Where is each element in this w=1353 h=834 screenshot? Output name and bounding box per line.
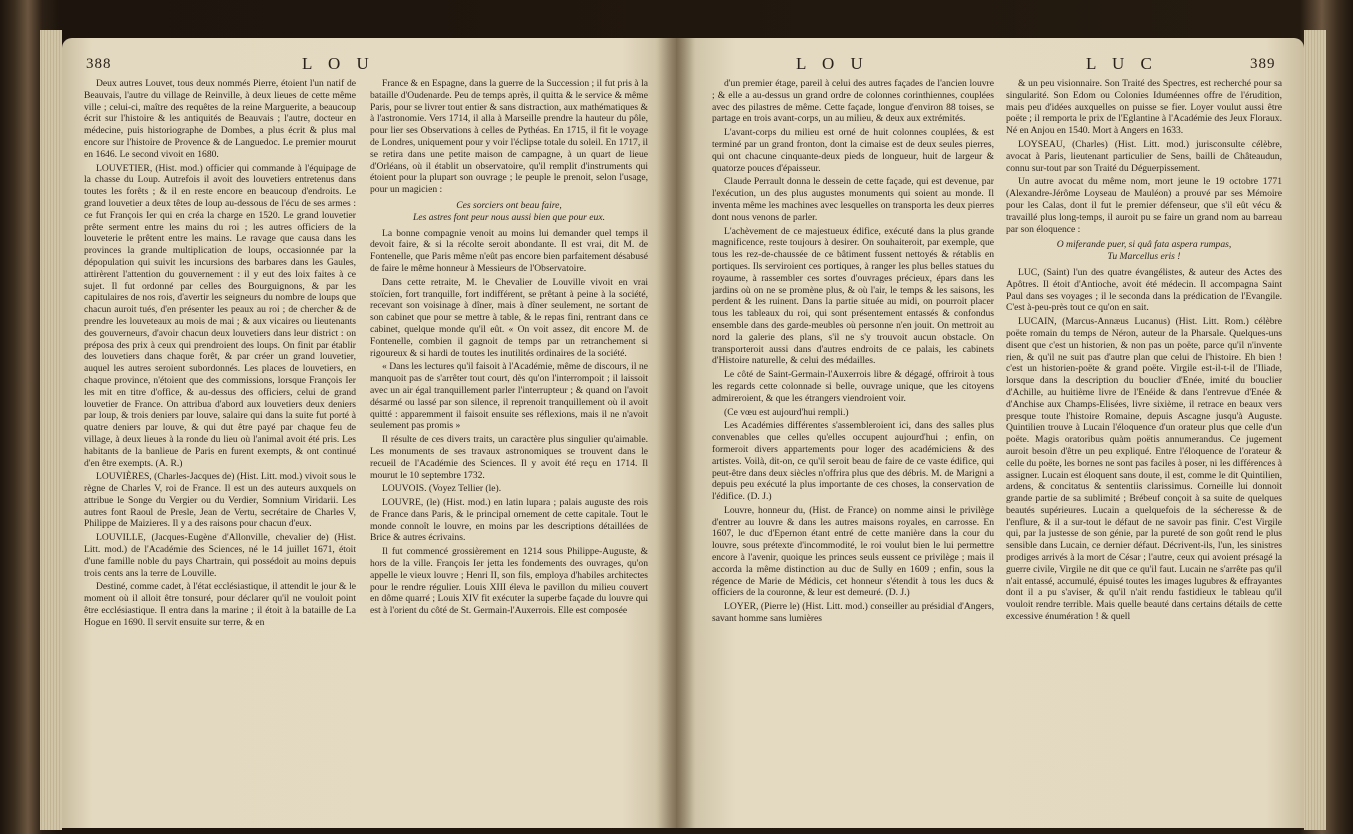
paragraph: LOUVRE, (le) (Hist. mod.) en latin lupara ; palais auguste des rois de France dans Paris, & le principal ornement de cette capitale. Tout le monde connoît le louvre, en moins par les descriptions détaillées de Brice & autres écrivains. bbox=[370, 497, 648, 544]
running-head: L O U bbox=[302, 54, 375, 73]
right-page-header bbox=[676, 52, 1304, 76]
paragraph: France & en Espagne, dans la guerre de la Succession ; il fut pris à la bataille d'Oudenarde. Peu de temps après, il quitta & le service & même Paris, pour se livrer tout entier & sans distraction, aux mathématiques & à l'astronomie. Vers 1714, il alla à Marseille prendre la hauteur du pôle, pour lier ses Observations à celles de Pythéas. En 1715, il fit le voyage de Londres, uniquement pour y voir l'éclipse totale du soleil. En 1717, il se retira dans une petite maison de campagne, à un quart de lieue d'Orléans, où il établit un observatoire, qu'il remplit d'instruments qui étoient pour la plupart son ouvrage ; le peuple le prenoit, selon l'usage, pour un magicien : bbox=[370, 78, 648, 196]
paragraph: O miferande puer, si quâ fata aspera rumpas, Tu Marcellus eris ! bbox=[1056, 239, 1232, 263]
page-number: 389 bbox=[1250, 56, 1276, 72]
paragraph: Le côté de Saint-Germain-l'Auxerrois libre & dégagé, offriroit à tous les regards cette colonnade si belle, ouvrage unique, que les citoyens admireroient, & que les étrangers viendroient voir. bbox=[712, 369, 994, 404]
paragraph: LUC, (Saint) l'un des quatre évangélistes, & auteur des Actes des Apôtres. Il étoit d'Antioche, avoit été médecin. Il accompagna Saint Paul dans ses voyages ; il le seconda dans la prédication de l'Evangile. C'est à-peu-près tout ce qu'on en sait. bbox=[1006, 266, 1282, 314]
left-page-header bbox=[62, 52, 676, 76]
page-edges-left bbox=[40, 30, 62, 830]
page-edges-right bbox=[1304, 30, 1326, 830]
paragraph: Dans cette retraite, M. le Chevalier de Louville vivoit en vrai stoïcien, fort tranquille, fort indifférent, se prêtant à peine à la société, recevant son voisinage à dîner, mais à dîner seulement, ne sortant de son cabinet que pour se mettre à table, & le repas fini, rentrant dans ce cabinet, quelque monde qu'il eût. « On voit assez, dit encore M. de Fontenelle, combien il gagnoit de temps par un retranchement si rigoureux & si hardi de toutes les inutilités ordinaires de la société. bbox=[370, 276, 648, 359]
paragraph: LOUVILLE, (Jacques-Eugène d'Allonville, chevalier de) (Hist. Litt. mod.) de l'Académie des Sciences, né le 14 juillet 1671, étoit d'une famille noble du pays Chartrain, qui possédoit au moins depuis trois cents ans la terre de Louville. bbox=[84, 532, 356, 579]
paragraph: LOYER, (Pierre le) (Hist. Litt. mod.) conseiller au présidial d'Angers, savant homme sans lumières bbox=[712, 601, 994, 625]
paragraph: LOYSEAU, (Charles) (Hist. Litt. mod.) jurisconsulte célèbre, avocat à Paris, lieutenant particulier de Sens, bailli de Châteaudun, connu sur-tout par son Traité du Déguerpissement. bbox=[1006, 138, 1282, 174]
paragraph: Un autre avocat du même nom, mort jeune le 19 octobre 1771 (Alexandre-Jérôme Loyseau de Mauléon) a prouvé par ses Mémoire pour les Calas, dont il fut le premier défenseur, que s'il eût vécu & travaillé plus long-temps, il auroit pu se faire un grand nom au barreau par son éloquence : bbox=[1006, 176, 1282, 235]
paragraph: « Dans les lectures qu'il faisoit à l'Académie, même de discours, il ne manquoit pas de s'arrêter tout court, dès qu'on l'interrompoit ; il laissoit avec un air égal tranquillement parler l'interrupteur ; & quand on l'avoit désarmé ou lassé par son silence, il reprenoit tranquillement où il avoit quitté : apparemment il faisoit ensuite ses réflexions, mais il ne n'avoit seulement pas promis » bbox=[370, 361, 648, 432]
paragraph: L'achèvement de ce majestueux édifice, exécuté dans la plus grande magnificence, reste toujours à desirer. On souhaiteroit, par exemple, que tous les rez-de-chaussée de ce bâtiment fussent nettoyés & rétablis en portiques. Ils serviroient ces portiques, à ranger les plus belles statues du royaume, à rassembler ces sortes d'ouvrages précieux, épars dans les jardins où on ne se promène plus, & où l'air, le temps & les saisons, les perdent & les ruinent. Dans la partie située au midi, on pourroit placer tous les tableaux du roi, qui sont présentement entassés & confondus ensemble dans des garde-meubles où personne n'en jouit. On mettroit au nord la galerie des plans, s'il ne s'y trouvoit aucun obstacle. On transporteroit aussi dans d'autres endroits de ce palais, les cabinets d'Histoire naturelle, & celui des médailles. bbox=[712, 225, 994, 367]
paragraph: LUCAIN, (Marcus-Annæus Lucanus) (Hist. Litt. Rom.) célèbre poëte romain du temps de Néron, auteur de la Pharsale. Quelques-uns disent que c'est un historien, & non pas un poëte, parce qu'il n'invente rien, & qu'il ne suit pas d'autre plan que celui de l'histoire. Eh bien ! c'est un historien-poëte & grand poëte. Virgile est-il-t-il de l'Iliade, lorsque dans la description du bouclier d'Enée, imité du bouclier d'Achille, au huitième livre de l'Enéide & dans l'entrevue d'Enée & d'Anchise aux Champs-Elisées, livre sixième, il retrace en beaux vers presque toute l'histoire Romaine, depuis Ascagne jusqu'à Auguste. Quintilien trouve à Lucain l'éloquence d'un orateur plus que celle d'un poëte. Magis oratoribus quàm poëtis annumerandus. Ce jugement auroit besoin d'être un peu expliqué. Entre l'éloquence de l'orateur & celle du poëte, les bornes ne sont pas faciles à poser, ni les différences à assigner. Lucain est éloquent sans doute, il est, comme le dit Quintilien, ardens, & concitatus & sententiis clarissimus. Corneille lui donnoit grande partie de sa sublimité ; Brébeuf conçoit à sa suite de quelques beautés supérieures. Lucain a quelquefois de la sécheresse & de l'enflure, & il a sur-tout le défaut de ne savoir pas finir. C'est Virgile qui, par la justesse de son génie, par la pureté de son goût rend le plus sensible dans Lucain, ce dernier défaut. Décrivent-ils, l'un, les sinistres prodiges arrivés à la mort de César ; l'autre, ceux qui avoient présagé la guerre civile, Virgile ne dit que ce qu'il faut. Lucain ne s'arrête pas qu'il n'ait entassé, accumulé, épuisé toutes les images lugubres & effrayantes dont il a pu s'aviser, & qu'il n'ait rendu fastidieux le tableau qu'il vouloit rendre terrible. Mais quelle beauté dans certains détails de cette excessive énumération ! & quell bbox=[1006, 316, 1282, 623]
text-column-2 bbox=[370, 78, 648, 822]
paragraph: Ces sorciers ont beau faire, Les astres font peur nous aussi bien que pour eux. bbox=[412, 199, 606, 223]
paragraph: LOUVIÈRES, (Charles-Jacques de) (Hist. Litt. mod.) vivoit sous le règne de Charles V, roi de France. Il est un des auteurs auxquels on attribue le Songe du Vergier ou du Verdier, Somnium Viridarii. Les autres font Raoul de Presle, Jean de Vertu, secrétaire de Charles V, Philippe de Maizieres. Il y a des raisons pour chacun d'eux. bbox=[84, 471, 356, 530]
running-head-left: L O U bbox=[796, 54, 869, 73]
paragraph: d'un premier étage, pareil à celui des autres façades de l'ancien louvre ; & elle a au-dessus un grand ordre de colonnes corinthiennes, couplées avec des pilastres de même. Cette façade, longue d'environ 88 toises, se partage en trois avant-corps, un au milieu, & deux aux extrémités. bbox=[712, 78, 994, 125]
paragraph: Louvre, honneur du, (Hist. de France) on nomme ainsi le privilège d'entrer au louvre & dans les autres maisons royales, en carrosse. En 1607, le duc d'Epernon étant entré de cette manière dans la cour du louvre, sous prétexte d'incommodité, le roi voulut bien le lui permettre encore à l'avenir, quoique les princes seuls eussent ce privilège ; mais il accorda la même distinction au duc de Sully en 1609 ; enfin, sous la régence de Marie de Médicis, cet honneur s'étendit à tous les ducs & officiers de la couronne, & leur est demeuré. (D. J.) bbox=[712, 504, 994, 599]
running-head-right: L U C bbox=[1086, 54, 1158, 73]
paragraph: L'avant-corps du milieu est orné de huit colonnes couplées, & est terminé par un grand fronton, dont la cimaise est de deux seules pierres, qui ont chacune cinquante-deux pieds de longueur, huit de largeur & quatorze pouces d'épaisseur. bbox=[712, 127, 994, 174]
paragraph: Il fut commencé grossièrement en 1214 sous Philippe-Auguste, & hors de la ville. François Ier jetta les fondements des ouvrages, qu'on appelle le vieux louvre ; Henri II, son fils, employa d'habiles architectes pour le rendre régulier. Louis XIII éleva le pavillon du milieu couvert en dôme quarré ; Louis XIV fit exécuter la superbe façade du louvre qui est à l'orient du côté de St. Germain-l'Auxerrois. Elle est composée bbox=[370, 546, 648, 617]
left-page bbox=[62, 38, 676, 828]
paragraph: Il résulte de ces divers traits, un caractère plus singulier qu'aimable. Les monuments de ses travaux astronomiques se trouvent dans le recueil de l'Académie des Sciences. Il y avoit été reçu en 1714. Il mourut le 10 septembre 1732. bbox=[370, 434, 648, 481]
text-column-1 bbox=[84, 78, 356, 822]
paragraph: & un peu visionnaire. Son Traité des Spectres, est recherché pour sa singularité. Son Edom ou Colonies Iduméennes offre de l'érudition, mais peu d'idées auxquelles on puisse se fier. Loyer voulut aussi être poëte ; il remporta le prix de l'Eglantine à l'Académie des Jeux Floraux. Né en Anjou en 1540. Mort à Angers en 1633. bbox=[1006, 78, 1282, 137]
page-number: 388 bbox=[86, 56, 112, 72]
paragraph: LOUVOIS. (Voyez Tellier (le). bbox=[382, 483, 502, 495]
paragraph: Claude Perrault donna le dessein de cette façade, qui est devenue, par l'exécution, un des plus augustes monuments qui soient au monde. Il inventa même les machines avec lesquelles on transporta les deux pierres dont nous venons de parler. bbox=[712, 176, 994, 223]
text-column-1 bbox=[712, 78, 994, 822]
paragraph: (Ce vœu est aujourd'hui rempli.) bbox=[724, 406, 849, 418]
text-column-2 bbox=[1006, 78, 1282, 822]
paragraph: La bonne compagnie venoit au moins lui demander quel temps il devoit faire, & si la récolte seroit abondante. Il est vrai, dit M. de Fontenelle, que Paris même n'eût pas encore bien parfaitement désabusé de faire le même honneur à Messieurs de l'Observatoire. bbox=[370, 227, 648, 274]
right-page bbox=[676, 38, 1304, 828]
paragraph: Deux autres Louvet, tous deux nommés Pierre, étoient l'un natif de Beauvais, l'autre du village de Reinville, à deux lieues de cette même ville ; celui-ci, maître des requêtes de la reine Marguerite, a beaucoup écrit sur l'histoire & les antiquités de Beauvais ; l'autre, docteur en médecine, puis historiographe de Dombes, a plus écrit & plus mal encore sur l'histoire de Provence & de Languedoc. Le premier mourut en 1646. Le second vivoit en 1680. bbox=[84, 78, 356, 160]
paragraph: Les Académies différentes s'assembleroient ici, dans des salles plus convenables que celles qu'elles occupent aujourd'hui ; enfin, on formeroit divers appartements pour loger des académiciens & des artistes. Voilà, dit-on, ce qu'il seroit beau de faire de ce vaste édifice, qui peut-être dans deux siècles n'offrira plus que des débris. M. de Marigni a depuis peu exécuté la plus importante de ces choses, la conservation de l'édifice. (D. J.) bbox=[712, 420, 994, 503]
paragraph: LOUVETIER, (Hist. mod.) officier qui commande à l'équipage de la chasse du Loup. Autrefois il avoit des louvetiers entretenus dans toutes les forêts ; & il en reste encore en beaucoup d'endroits. Le grand louvetier a deux têtes de loup au-dessous de l'écu de ses armes : ce fut François Ier qui en créa la charge en 1520. Le grand louvetier prête serment entre les mains du roi ; les autres officiers de la louveterie le prêtent entre les mains. Le ravage que causa dans les provinces la grande multiplication de loups, occasionnée par la dépopulation qui suivit les incursions des barbares dans les Gaules, attirèrent l'attention du gouvernement : il y eut des loix faites à ce sujet. Il fut ordonné par celles des Bourguignons, & par les capitulaires de nos rois, d'avertir les seigneurs du nombre de loups que chacun auroit tués, d'en présenter les peaux au roi ; de chercher & de prendre les louveteaux au mois de mai ; & aux vicaires ou lieutenants des gouverneurs, d'avoir chacun deux louvetiers dans leur district : on préposa des prix à ceux qui prendroient des loups. On finit par établir des louvetiers dans chaque forêt, & par créer un grand louvetier, auquel les autres seroient subordonnés. Les places de louvetiers, en chaque province, n'étoient que des commissions, lorsque François Ier les mit en titre d'office, & au-dessus des officiers, celui de grand louvetier de France. On attribua d'abord aux louvetiers deux deniers par loup, & trois deniers par louve, salaire qui dans la suite fut porté à quatre deniers par louve, & qui dut être payé par chaque feu de village, à deux lieues à la ronde du lieu où l'animal avoit été pris. Les habitants de la banlieue de Paris en furent exempts, & ont continué d'en être exempts. (A. R.) bbox=[84, 162, 356, 469]
paragraph: Destiné, comme cadet, à l'état ecclésiastique, il attendit le jour & le moment où il alloit être tonsuré, pour déclarer qu'il ne vouloit point être ecclésiastique. Il entra dans la marine ; il étoit à la bataille de La Hogue en 1690. Il servit ensuite sur terre, & en bbox=[84, 581, 356, 628]
